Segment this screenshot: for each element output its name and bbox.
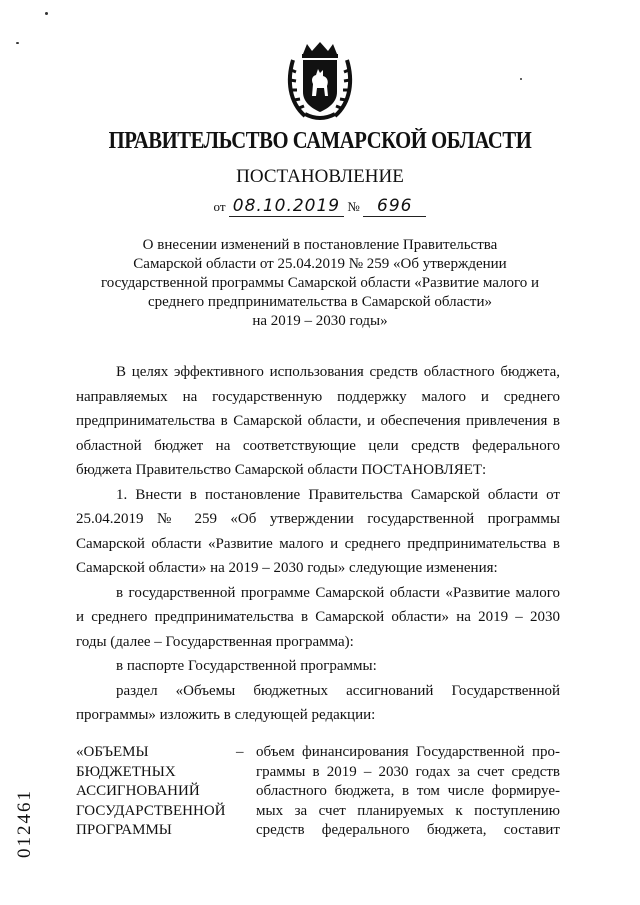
government-title: ПРАВИТЕЛЬСТВО САМАРСКОЙ ОБЛАСТИ xyxy=(108,128,532,154)
subject-line: государственной программы Самарской области «Развитие малого и xyxy=(100,275,540,291)
subject-line: на 2019 – 2030 годы» xyxy=(252,313,388,329)
section-value-line: мых за счет планируемых к поступлению xyxy=(256,802,560,819)
samara-coat-of-arms-icon xyxy=(285,40,355,122)
section-value-line: граммы в 2019 – 2030 годах за счет средств xyxy=(256,763,560,780)
section-name-line: ГОСУДАРСТВЕННОЙ xyxy=(76,802,226,819)
passport-section-name xyxy=(76,743,246,841)
body-paragraph: В целях эффективного использования средств областного бюджета, направляемых на государственную поддержку малого и среднего предпринимательства в Самарской области, и обеспечения привлечения в областной бюджет на соответствующие цели средств федерального бюджета Правительство Самарской области ПОСТАНОВЛЯЕТ: xyxy=(76,364,560,478)
subject-line: О внесении изменений в постановление Правительства xyxy=(142,237,498,253)
body-paragraph: 1. Внести в постановление Правительства Самарской области от 25.04.2019 № 259 «Об утверждении государственной программы Самарской области «Развитие малого и среднего предпринимательства в Самарской области» на 2019 – 2030 годы» следующие изменения: xyxy=(76,486,560,576)
passport-section-value xyxy=(256,743,560,841)
subject-line: среднего предпринимательства в Самарской области» xyxy=(147,294,493,310)
document-subject xyxy=(95,236,545,331)
subject-line: Самарской области от 25.04.2019 № 259 «Об утверждении xyxy=(133,256,507,272)
number-prefix: № xyxy=(347,199,360,214)
registration-number: 012461 xyxy=(14,789,35,858)
section-value-line: объем финансирования Государственной про- xyxy=(256,744,560,760)
document-type: ПОСТАНОВЛЕНИЕ xyxy=(236,166,404,187)
body-paragraph: в государственной программе Самарской области «Развитие малого и среднего предпринимательства в Самарской области» на 2019 – 2030 годы (далее – Государственная программа): xyxy=(76,584,560,650)
table-dash: – xyxy=(236,744,244,760)
date-value: 08.10.2019 xyxy=(229,196,344,217)
scan-speck xyxy=(45,12,48,15)
section-name-line: «ОБЪЕМЫ xyxy=(76,744,149,760)
date-prefix: от xyxy=(213,199,226,214)
section-name-line: БЮДЖЕТНЫХ xyxy=(76,763,176,780)
section-value-line: средств федерального бюджета, составит xyxy=(256,822,560,838)
body-paragraph: раздел «Объемы бюджетных ассигнований Государственной программы» изложить в следующей редакции: xyxy=(76,682,560,723)
section-value-line: областного бюджета, в том числе формируе- xyxy=(256,783,560,799)
number-value: 696 xyxy=(363,196,426,217)
scan-speck xyxy=(16,42,19,44)
section-name-line: ПРОГРАММЫ xyxy=(76,822,172,838)
document-body xyxy=(76,360,560,728)
scan-speck xyxy=(520,78,522,80)
date-number-line xyxy=(0,196,640,216)
section-name-line: АССИГНОВАНИЙ xyxy=(76,783,200,799)
body-paragraph: в паспорте Государственной программы: xyxy=(116,658,377,674)
